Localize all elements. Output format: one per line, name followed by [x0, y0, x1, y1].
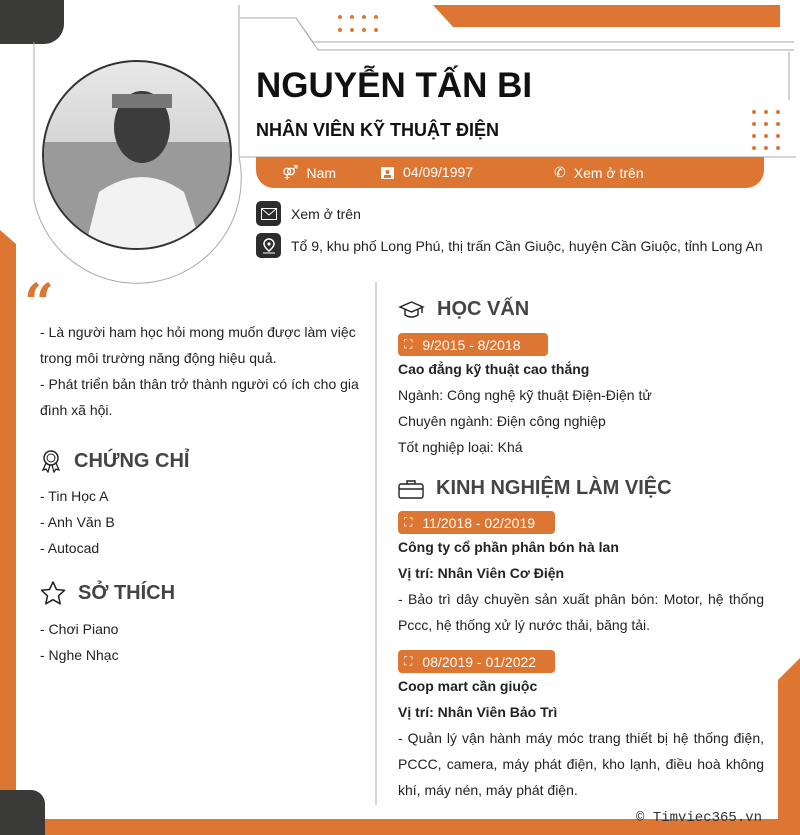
phone-item	[554, 164, 644, 181]
company-name: Coop mart cần giuộc	[398, 678, 538, 694]
section-title: HỌC VẤN	[437, 298, 530, 320]
candidate-name: NGUYỄN TẤN BI	[256, 66, 533, 105]
list-item: - Autocad	[40, 540, 100, 556]
job-position: Vị trí: Nhân Viên Cơ Điện	[398, 565, 565, 581]
objective-line: trong môi trường năng động hiệu quả.	[40, 350, 277, 366]
section-title: CHỨNG CHỈ	[74, 449, 190, 472]
avatar	[42, 60, 232, 250]
focus-icon: ⛶	[404, 654, 413, 668]
briefcase-icon	[398, 479, 424, 499]
job-period-badge	[398, 650, 555, 673]
watermark: © Timviec365.vn	[636, 810, 763, 826]
list-item: - Nghe Nhạc	[40, 647, 119, 663]
education-line: Chuyên ngành: Điện công nghiệp	[398, 413, 606, 429]
gender-value: Nam	[306, 164, 337, 181]
job-description: - Bảo trì dây chuyền sản xuất phân bón: Motor, hệ thống Pccc, hệ thống xử lý nước thải, băng tải.	[398, 591, 764, 633]
certificates-list	[40, 483, 115, 561]
phone-value: Xem ở trên	[573, 164, 644, 181]
email-row	[256, 201, 361, 226]
objective-line: đình xã hội.	[40, 402, 113, 418]
birthday-item	[380, 164, 473, 180]
experience-heading	[398, 477, 672, 500]
education-details	[398, 356, 652, 460]
gender-icon: ⚤	[282, 164, 299, 180]
company-name: Công ty cổ phần phân bón hà lan	[398, 539, 619, 555]
career-objective	[40, 319, 359, 423]
location-icon	[256, 233, 281, 258]
dots-decoration-top	[338, 15, 378, 32]
job-title: NHÂN VIÊN KỸ THUẬT ĐIỆN	[256, 120, 500, 140]
list-item: - Tin Học A	[40, 488, 109, 504]
personal-info-bar	[256, 157, 764, 188]
education-line: Tốt nghiệp loại: Khá	[398, 439, 523, 455]
gender-item	[282, 164, 336, 181]
education-heading	[398, 298, 529, 321]
calendar-icon	[380, 165, 395, 180]
address-row	[256, 233, 763, 258]
award-icon	[40, 449, 62, 473]
job-entry	[398, 534, 764, 638]
focus-icon: ⛶	[404, 515, 413, 529]
hobbies-heading	[40, 581, 175, 605]
education-line: Ngành: Công nghệ kỹ thuật Điện-Điện tử	[398, 387, 652, 403]
job-position: Vị trí: Nhân Viên Bảo Trì	[398, 704, 558, 720]
birthday-value: 04/09/1997	[403, 164, 474, 180]
section-title: SỞ THÍCH	[78, 581, 176, 604]
period-text: 08/2019 - 01/2022	[422, 653, 537, 670]
job-period-badge	[398, 511, 555, 534]
job-description: - Quản lý vận hành máy móc trang thiết bị hệ thống điện, PCCC, camera, máy phát điện, kho lạnh, điều hoà không khí, máy nén, máy phát điện.	[398, 730, 764, 798]
education-period-badge	[398, 333, 548, 356]
email-icon	[256, 201, 281, 226]
quote-icon: “	[24, 273, 54, 334]
school-name: Cao đẳng kỹ thuật cao thắng	[398, 361, 590, 377]
job-entry	[398, 673, 764, 803]
hobbies-list	[40, 616, 119, 668]
email-value: Xem ở trên	[291, 205, 361, 222]
star-icon	[40, 581, 66, 605]
dots-decoration-right	[752, 110, 780, 150]
period-text: 11/2018 - 02/2019	[422, 514, 536, 531]
graduation-cap-icon	[398, 300, 425, 320]
address-value: Tổ 9, khu phố Long Phú, thị trấn Cần Giuộc, huyện Cần Giuộc, tỉnh Long An	[291, 237, 763, 254]
list-item: - Chơi Piano	[40, 621, 119, 637]
focus-icon: ⛶	[404, 337, 413, 351]
period-text: 9/2015 - 8/2018	[422, 336, 521, 353]
objective-line: - Là người ham học hỏi mong muốn được làm việc	[40, 324, 356, 340]
objective-line: - Phát triển bản thân trở thành người có ích cho gia	[40, 376, 359, 392]
certificates-heading	[40, 449, 189, 473]
section-title: KINH NGHIỆM LÀM VIỆC	[436, 477, 672, 499]
phone-icon: ✆	[554, 164, 566, 180]
list-item: - Anh Văn B	[40, 514, 115, 530]
